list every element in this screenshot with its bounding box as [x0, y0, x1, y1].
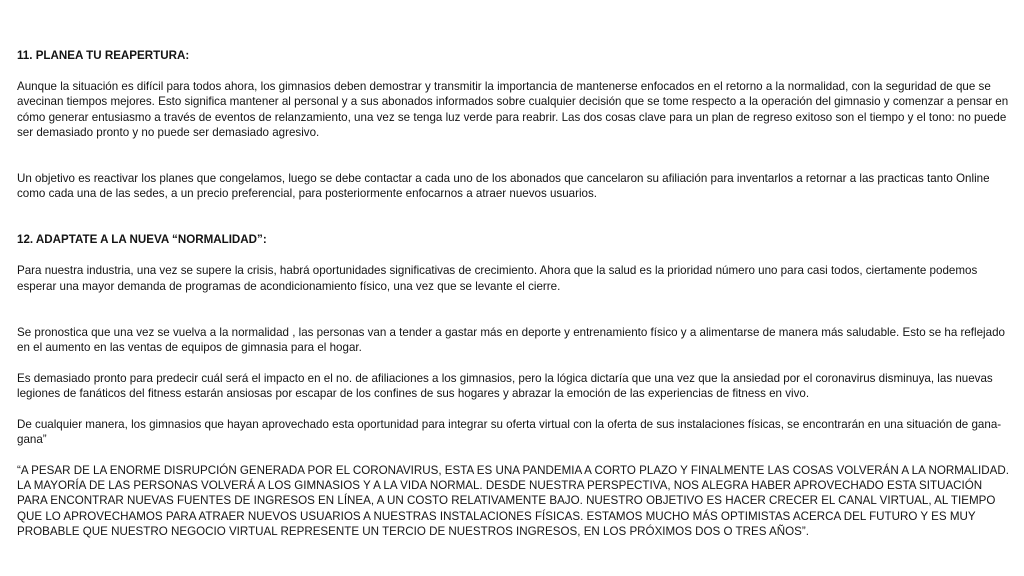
section-12 [17, 217, 1011, 309]
slide-text-body [17, 33, 1011, 539]
section-12-paragraph-4: De cualquier manera, los gimnasios que hayan aprovechado esta oportunidad para integrar su oferta virtual con la oferta de sus instalaciones físicas, se encontrarán en una situación de gana-gana” [17, 417, 1002, 446]
section-11-heading: 11. PLANEA TU REAPERTURA: [17, 49, 190, 63]
section-12-quote: “A PESAR DE LA ENORME DISRUPCIÓN GENERADA POR EL CORONAVIRUS, ESTA ES UNA PANDEMIA A CORTO PLAZO Y FINALMENTE LAS COSAS VOLVERÁN A LA NORMALIDAD. LA MAYORÍA DE LAS PERSONAS VOLVERÁ A LOS GIMNASIOS Y A LA VIDA NORMAL. DESDE NUESTRA PERSPECTIVA, NOS ALEGRA HABER APROVECHADO ESTA SITUACIÓN PARA ENCONTRAR NUEVAS FUENTES DE INGRESOS EN LÍNEA, A UN COSTO RELATIVAMENTE BAJO. NUESTRO OBJETIVO ES HACER CRECER EL CANAL VIRTUAL, AL TIEMPO QUE LO APROVECHAMOS PARA ATRAER NUEVOS USUARIOS A NUESTRAS INSTALACIONES FÍSICAS. ESTAMOS MUCHO MÁS OPTIMISTAS ACERCA DEL FUTURO Y ES MUY PROBABLE QUE NUESTRO NEGOCIO VIRTUAL REPRESENTE UN TERCIO DE NUESTROS INGRESOS, EN LOS PRÓXIMOS DOS O TRES AÑOS”. [17, 463, 1009, 538]
section-11-paragraph-1: Aunque la situación es difícil para todos ahora, los gimnasios deben demostrar y transmitir la importancia de mantenerse enfocados en el retorno a la normalidad, con la seguridad de que se avecinan tiempos mejores. Esto significa mantener al personal y a sus abonados informados sobre cualquier decisión que se tome respecto a la operación del gimnasio y comenzar a pensar en cómo generar entusiasmo a través de eventos de relanzamiento, una vez se tenga luz verde para reabrir. Las dos cosas clave para un plan de regreso exitoso son el tiempo y el tono: no puede ser demasiado pronto y no puede ser demasiado agresivo. [17, 80, 1009, 140]
section-11-paragraph-2: Un objetivo es reactivar los planes que congelamos, luego se debe contactar a cada uno de los abonados que cancelaron su afiliación para inventarlos a retornar a las practicas tanto Online como cada una de las sedes, a un precio preferencial, para posteriormente enfocarnos a atraer nuevos usuarios. [17, 172, 990, 201]
section-12-heading: 12. ADAPTATE A LA NUEVA “NORMALIDAD”: [17, 233, 267, 247]
section-12-paragraph-3: Es demasiado pronto para predecir cuál será el impacto en el no. de afiliaciones a los gimnasios, pero la lógica dictaría que una vez que la ansiedad por el coronavirus disminuya, las nuevas legiones de fanáticos del fitness estarán ansiosas por escapar de los confines de sus hogares y abrazar la emoción de las experiencias de fitness en vivo. [17, 371, 993, 400]
section-11 [17, 33, 1011, 156]
section-12-paragraph-1: Para nuestra industria, una vez se supere la crisis, habrá oportunidades significativas de crecimiento. Ahora que la salud es la prioridad número uno para casi todos, ciertamente podemos esperar una mayor demanda de programas de acondicionamiento físico, una vez que se levante el cierre. [17, 264, 978, 293]
section-12-paragraph-2: Se pronostica que una vez se vuelva a la normalidad , las personas van a tender a gastar más en deporte y entrenamiento físico y a alimentarse de manera más saludable. Esto se ha reflejado en el aumento en las ventas de equipos de gimnasia para el hogar. [17, 325, 1005, 354]
